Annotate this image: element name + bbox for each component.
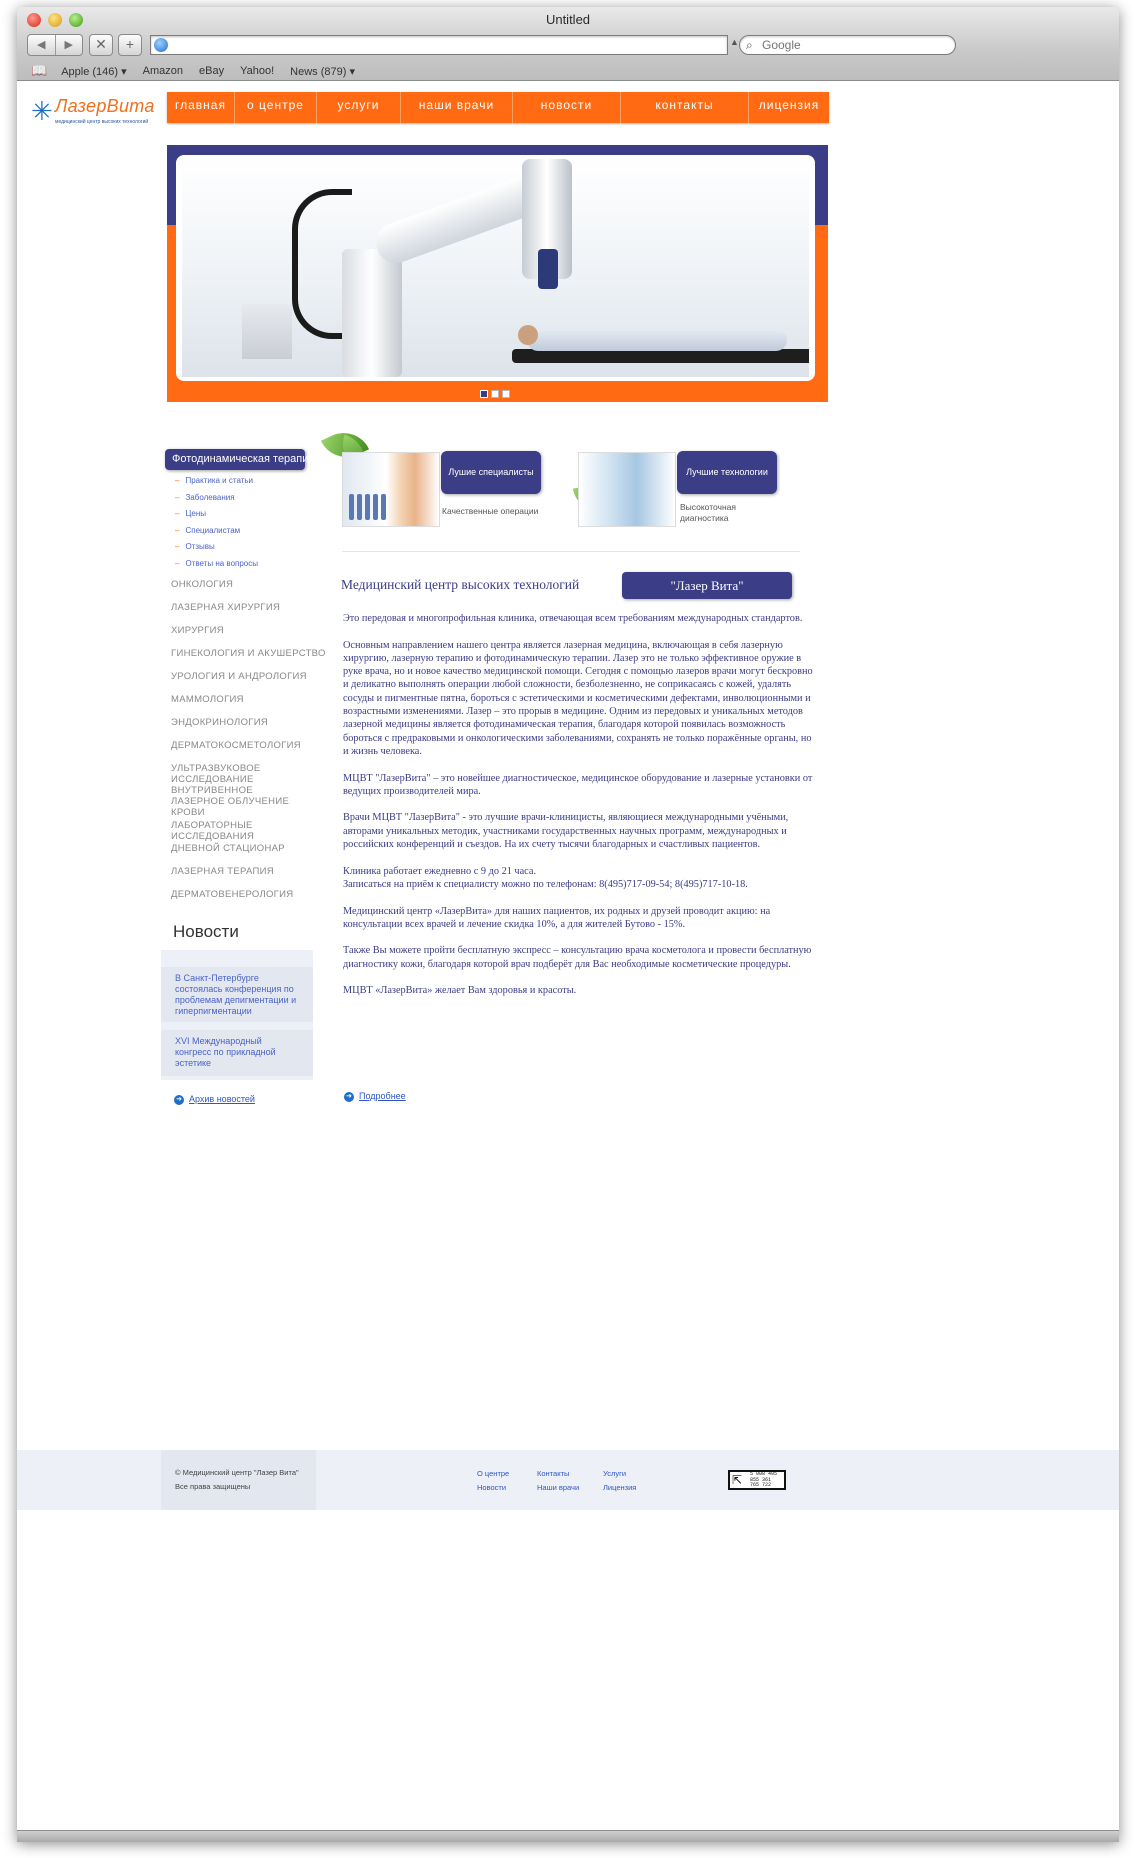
news-list xyxy=(161,950,313,1080)
footer-links-col-1 xyxy=(477,1467,509,1495)
category-dermatovenereology[interactable]: ДЕРМАТОВЕНЕРОЛОГИЯ xyxy=(171,889,294,900)
menu-doctors[interactable]: наши врачи xyxy=(401,92,513,123)
back-forward-buttons xyxy=(27,34,83,56)
footer-link-doctors[interactable]: Наши врачи xyxy=(537,1483,580,1492)
subnav-label: Специалистам xyxy=(185,525,241,535)
test-tube xyxy=(349,494,354,520)
menu-license[interactable]: лицензия xyxy=(758,98,820,112)
url-dropdown-icon[interactable]: ▲ xyxy=(730,37,739,47)
category-endocrinology[interactable]: ЭНДОКРИНОЛОГИЯ xyxy=(171,717,269,728)
robot-lens xyxy=(538,249,558,289)
search-input[interactable] xyxy=(762,38,947,52)
slider-dot-1[interactable] xyxy=(480,390,488,398)
stop-button[interactable] xyxy=(89,34,113,56)
back-arrow-icon[interactable]: ◀ xyxy=(28,35,56,55)
footer-links-col-3 xyxy=(603,1467,636,1495)
footer-link-services[interactable]: Услуги xyxy=(603,1469,627,1478)
footer-link-about[interactable]: О центре xyxy=(477,1469,510,1478)
window-title: Untitled xyxy=(545,12,591,27)
subnav-item[interactable] xyxy=(175,476,258,493)
hero-slider xyxy=(167,145,828,402)
menu-about[interactable]: о центре xyxy=(235,92,317,123)
counter-value: 765 722 xyxy=(750,1482,772,1489)
technology-photo xyxy=(578,452,676,527)
category-oncology[interactable]: ОНКОЛОГИЯ xyxy=(171,579,234,590)
content-paragraph: Медицинский центр «ЛазерВита» для наших пациентов, их родных и друзей проводит акцию: на консультации всех врачей и лечение скидка 10%, а для жителей Бутово - 15%. xyxy=(343,905,771,930)
content-paragraph: Основным направлением нашего центра является лазерная медицина, включающая в себя лазерную хирургию, лазерную терапию и фотодинамическую терапии. Лазер это не только эффективное оружие в руке врача, но и новое качество медицинской помощи. Сегодня с помощью лазеров врачи могут бескровно и деликатно выполнять операции любой сложности, безболезненно, не соприкасаясь с кожей, удалять сосуды и пигментные пятна, бороться с эстетическими и косметическими дефектами, инволюционными и возрастными изменениями. Лазер – это прорыв в медицине. Одним из передовых и уникальных методов лазерной медицины является фотодинамическая терапия, благодаря которой появилась возможность бороться с предраковыми и онкологическими заболеваниями, сохранять не только поражённые органы, но и жизнь человека. xyxy=(343,639,813,757)
feature-specialists-desc: Качественные операции xyxy=(442,506,539,516)
feature-specialists-button[interactable]: Лушие специалисты xyxy=(441,451,541,494)
title-bar xyxy=(17,7,1119,81)
bookmark-news[interactable]: News (879) ▾ xyxy=(290,65,355,78)
sidebar-active-item[interactable]: Фотодинамическая терапия xyxy=(165,449,305,470)
window-bottom-bar xyxy=(17,1830,1119,1842)
footer-link-news[interactable]: Новости xyxy=(477,1483,507,1492)
forward-arrow-icon[interactable]: ▶ xyxy=(64,39,73,51)
category-surgery[interactable]: ХИРУРГИЯ xyxy=(171,625,224,636)
category-urology[interactable]: УРОЛОГИЯ И АНДРОЛОГИЯ xyxy=(171,671,307,682)
bookmark-amazon[interactable]: Amazon xyxy=(142,65,183,77)
bookmark-ebay[interactable]: eBay xyxy=(199,65,225,77)
subnav-label: Практика и статьи xyxy=(185,476,254,485)
globe-icon xyxy=(154,38,168,52)
category-laser-surgery[interactable]: ЛАЗЕРНАЯ ХИРУРГИЯ xyxy=(171,602,281,613)
content-divider xyxy=(342,551,800,552)
counter-value: 5 008 495 xyxy=(750,1471,778,1477)
dash-icon: – xyxy=(175,542,180,552)
bookmark-yahoo[interactable]: Yahoo! xyxy=(240,65,275,77)
news-item[interactable]: В Санкт-Петербурге состоялась конференция по проблемам депигментации и гиперпигментации xyxy=(161,967,313,1022)
subnav-item[interactable] xyxy=(175,542,258,559)
feature-technology-desc: Высокоточная диагностика xyxy=(680,502,736,523)
address-bar[interactable] xyxy=(150,35,728,55)
robot-base xyxy=(342,249,402,377)
arrow-right-icon: ➜ xyxy=(174,1095,184,1105)
hero-image-laser-machine xyxy=(182,159,809,377)
browser-window xyxy=(17,7,1119,1842)
sidebar-subnav xyxy=(175,476,258,576)
content-paragraph: Врачи МЦВТ "ЛазерВита" - это лучшие врачи-клиницисты, являющиеся международными учёными, авторами уникальных методик, участниками государственных научных программ, международных и российских конференций и съездов. На их счету тысячи благодарных и счастливых пациентов. xyxy=(343,812,789,851)
close-icon: ✕ xyxy=(95,36,107,52)
dash-icon: – xyxy=(175,558,180,568)
category-ultrasound[interactable]: УЛЬТРАЗВУКОВОЕ ИССЛЕДОВАНИЕ xyxy=(171,763,261,785)
test-tube xyxy=(365,494,370,520)
news-archive-link[interactable] xyxy=(174,1094,255,1105)
category-laser-therapy[interactable]: ЛАЗЕРНАЯ ТЕРАПИЯ xyxy=(171,866,274,877)
footer-links-col-2 xyxy=(537,1467,579,1495)
news-item[interactable]: XVI Международный конгресс по прикладной эстетике xyxy=(161,1030,313,1076)
bookmark-apple[interactable]: Apple (146) ▾ xyxy=(61,65,127,78)
subnav-item[interactable] xyxy=(175,526,258,543)
copyright-text: © Медицинский центр "Лазер Вита" xyxy=(175,1468,299,1477)
main-menu xyxy=(167,92,829,123)
category-day-hospital[interactable]: ДНЕВНОЙ СТАЦИОНАР xyxy=(171,843,285,854)
feature-technology-button[interactable]: Лучшие технологии xyxy=(677,451,777,494)
counter-value: 855 361 xyxy=(750,1476,772,1483)
menu-contacts[interactable]: контакты xyxy=(621,92,749,123)
web-page xyxy=(17,82,1119,1842)
category-intravenous-laser[interactable]: ВНУТРИВЕННОЕ ЛАЗЕРНОЕ ОБЛУЧЕНИЕ КРОВИ xyxy=(171,785,290,818)
subnav-label: Цены xyxy=(185,509,206,519)
footer-copyright xyxy=(175,1466,299,1494)
subnav-item[interactable] xyxy=(175,509,258,526)
dash-icon: – xyxy=(175,525,180,535)
slider-frame xyxy=(176,155,815,381)
read-more-link[interactable] xyxy=(344,1091,406,1102)
subnav-label: Заболевания xyxy=(185,492,235,502)
test-tube xyxy=(381,494,386,520)
content-paragraph: Это передовая и многопрофильная клиника, отвечающая всем требованиям международных стандартов. xyxy=(343,613,803,624)
patient xyxy=(527,329,787,351)
main-content xyxy=(343,612,813,1011)
subnav-label: Ответы на вопросы xyxy=(185,558,258,568)
patient-head xyxy=(518,325,538,345)
category-dermatocosmetology[interactable]: ДЕРМАТОКОСМЕТОЛОГИЯ xyxy=(171,740,301,751)
counter-values xyxy=(750,1472,777,1489)
menu-services[interactable]: услуги xyxy=(317,92,401,123)
title-badge: "Лазер Вита" xyxy=(622,572,792,599)
plus-icon: + xyxy=(125,36,135,52)
search-bar[interactable] xyxy=(739,35,956,55)
footer-link-contacts[interactable]: Контакты xyxy=(537,1469,570,1478)
test-tube xyxy=(373,494,378,520)
content-paragraph: МЦВТ «ЛазерВита» желает Вам здоровья и красоты. xyxy=(343,985,577,997)
footer-link-license[interactable]: Лицензия xyxy=(603,1483,637,1492)
category-laboratory[interactable]: ЛАБОРАТОРНЫЕ ИССЛЕДОВАНИЯ xyxy=(171,820,255,842)
dash-icon: – xyxy=(175,476,180,485)
category-mammology[interactable]: МАММОЛОГИЯ xyxy=(171,694,244,705)
test-tube xyxy=(357,494,362,520)
slider-pagination xyxy=(480,390,510,398)
slider-dot-3[interactable] xyxy=(502,390,510,398)
footer xyxy=(17,1450,1119,1510)
slider-dot-2[interactable] xyxy=(491,390,499,398)
content-paragraph: Клиника работает ежедневно с 9 до 21 часа. Записаться на приём к специалисту можно по телефонам: 8(495)717-09-54; 8(495)717-10-18. xyxy=(343,865,748,890)
dash-icon: – xyxy=(175,492,180,502)
arrow-right-icon: ➜ xyxy=(344,1092,354,1102)
content-paragraph: МЦВТ "ЛазерВита" – это новейшее диагностическое, медицинское оборудование и лазерные установки от ведущих производителей мира. xyxy=(343,772,813,797)
visit-counter[interactable] xyxy=(728,1470,786,1490)
add-bookmark-button[interactable] xyxy=(118,34,142,56)
page-title: Медицинский центр высоких технологий xyxy=(341,577,580,592)
content-paragraph: Также Вы можете пройти бесплатную экспресс – консультацию врача косметолога и провести бесплатную диагностику кожи, благодаря которой врач подберёт для Вас необходимые косметические процедуры. xyxy=(343,945,812,970)
dash-icon: – xyxy=(175,509,180,519)
logo-name: ЛазерВита xyxy=(55,96,155,116)
archive-label: Архив новостей xyxy=(189,1094,255,1104)
subnav-item[interactable] xyxy=(175,559,258,576)
equipment-box xyxy=(242,304,292,359)
subnav-label: Отзывы xyxy=(185,542,215,552)
category-gynecology[interactable]: ГИНЕКОЛОГИЯ И АКУШЕРСТВО xyxy=(171,648,326,659)
menu-home[interactable]: главная xyxy=(167,92,235,123)
site-logo[interactable] xyxy=(31,94,171,130)
read-more-label: Подробнее xyxy=(359,1091,406,1101)
subnav-item[interactable] xyxy=(175,493,258,510)
book-icon[interactable]: 📖 xyxy=(31,63,48,78)
news-section-title: Новости xyxy=(173,922,239,941)
laser-star-icon: ✳ xyxy=(31,96,53,126)
search-icon: ⌕ xyxy=(746,38,753,52)
counter-arrow-icon: ⇱ xyxy=(732,1473,743,1487)
url-input[interactable] xyxy=(171,37,721,53)
treatment-couch xyxy=(512,349,809,363)
bookmarks-bar xyxy=(17,61,1119,81)
logo-subtitle: медицинский центр высоких технологий xyxy=(55,119,149,125)
menu-news[interactable]: новости xyxy=(513,92,621,123)
rights-text: Все права защищены xyxy=(175,1482,251,1491)
specialist-photo xyxy=(342,452,440,527)
